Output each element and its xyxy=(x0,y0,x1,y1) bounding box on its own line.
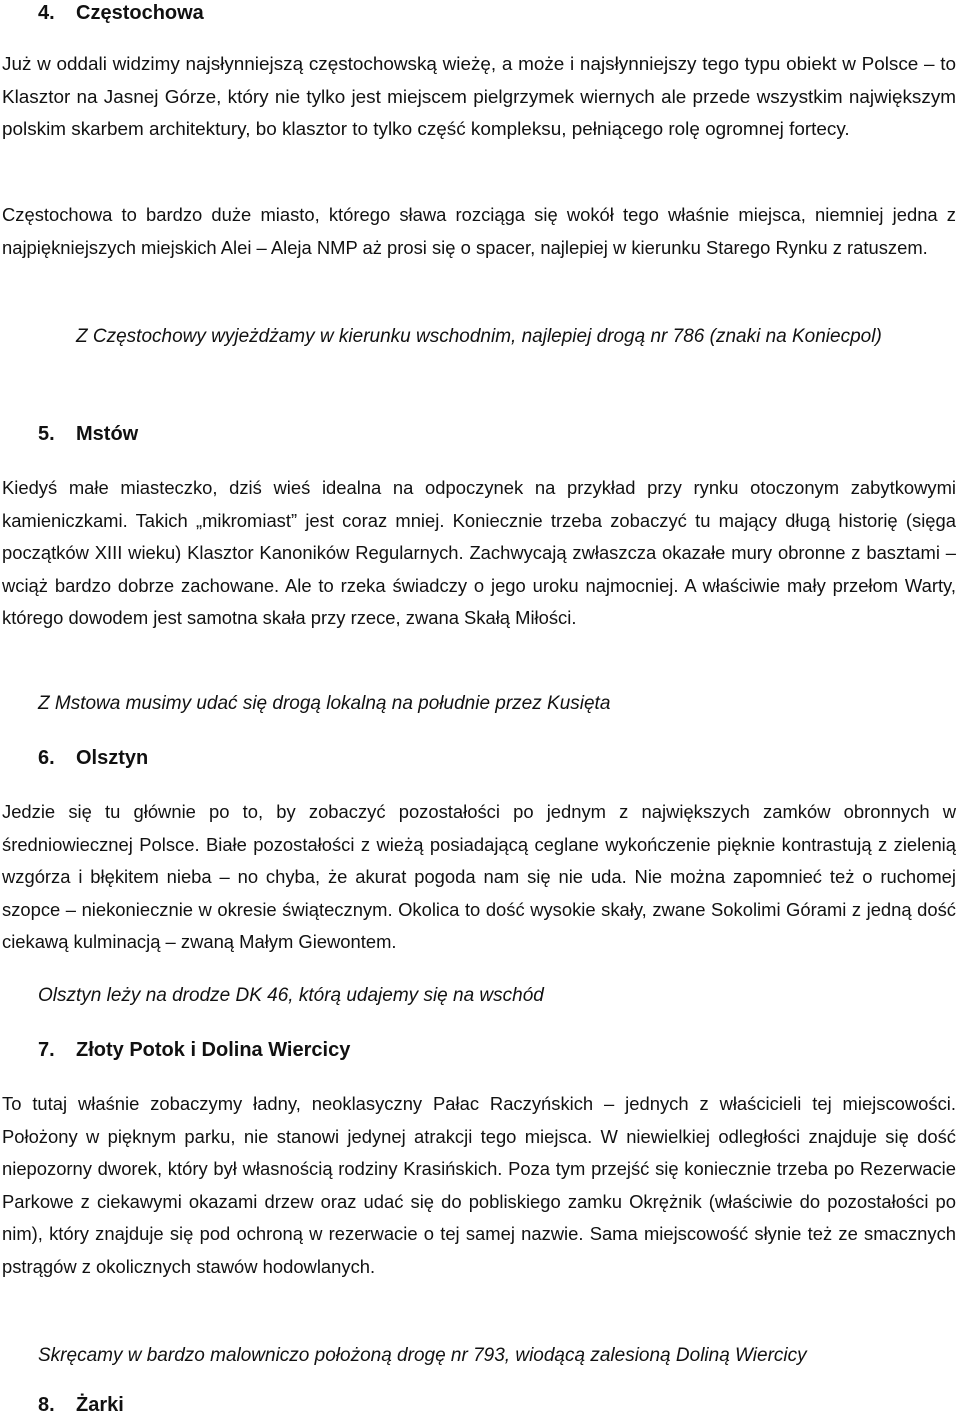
route-note: Skręcamy w bardzo malowniczo położoną drogę nr 793, wiodącą zalesioną Doliną Wiercicy xyxy=(38,1345,807,1366)
route-note: Olsztyn leży na drodze DK 46, którą udajemy się na wschód xyxy=(38,985,544,1006)
paragraph: To tutaj właśnie zobaczymy ładny, neoklasyczny Pałac Raczyńskich – jednych z właścicieli tej miejscowości. Położony w pięknym parku, nie stanowi jedynej atrakcji tego miejsca. W niewielkiej odległości znajduje się dość niepozorny dworek, który był własnością rodziny Krasińskich. Poza tym przejść się koniecznie trzeba po Rezerwacie Parkowe z ciekawymi okazami drzew oraz udać się do pobliskiego zamku Okrężnik (właściwie do pozostałości po nim), który znajduje się pod ochroną w rezerwacie o tej samej nazwie. Sama miejscowość słynie też ze smacznych pstrągów z okolicznych stawów hodowlanych. xyxy=(2,1093,956,1277)
section-title: Częstochowa xyxy=(76,2,204,24)
route-note: Z Mstowa musimy udać się drogą lokalną na południe przez Kusięta xyxy=(38,693,611,714)
section-title: Złoty Potok i Dolina Wiercicy xyxy=(76,1039,351,1061)
section-title: Mstów xyxy=(76,423,139,445)
section-title: Olsztyn xyxy=(76,747,149,769)
section-number: 5. xyxy=(38,423,55,445)
section-number: 7. xyxy=(38,1039,55,1061)
paragraph: Jedzie się tu głównie po to, by zobaczyć pozostałości po jednym z największych zamków obronnych w średniowiecznej Polsce. Białe pozostałości z wieżą posiadającą ceglane wykończenie pięknie kontrastują z zielenią wzgórza i błękitem nieba – no chyba, że akurat pogoda nam się nie uda. Nie można zapomnieć też o ruchomej szopce – niekoniecznie w okresie świątecznym. Okolica to dość wysokie skały, zwane Sokolimi Górami z jedną dość ciekawą kulminacją – zwaną Małym Giewontem. xyxy=(2,801,956,953)
paragraph: Już w oddali widzimy najsłynniejszą częstochowską wieżę, a może i najsłynniejszy tego typu obiekt w Polsce – to Klasztor na Jasnej Górze, który nie tylko jest miejscem pielgrzymek wiernych ale przede wszystkim największym polskim skarbem architektury, bo klasztor to tylko część kompleksu, pełniącego rolę ogromnej fortecy. xyxy=(2,54,956,141)
paragraph: Kiedyś małe miasteczko, dziś wieś idealna na odpoczynek na przykład przy rynku otoczonym zabytkowymi kamieniczkami. Takich „mikromiast” jest coraz mniej. Koniecznie trzeba zobaczyć tu mający długą historię (sięga początków XIII wieku) Klasztor Kanoników Regularnych. Zachwycają zwłaszcza okazałe mury obronne z basztami – wciąż bardzo dobrze zachowane. Ale to rzeka świadczy o jego uroku najmocniej. A właściwie mały przełom Warty, którego dowodem jest samotna skała przy rzece, zwana Skałą Miłości. xyxy=(2,477,956,629)
section-heading-7 xyxy=(38,1038,350,1062)
section-number: 4. xyxy=(38,2,55,24)
route-note: Z Częstochowy wyjeżdżamy w kierunku wschodnim, najlepiej drogą nr 786 (znaki na Koniecpol) xyxy=(76,326,882,347)
section-heading-5 xyxy=(38,422,138,446)
section-title: Żarki xyxy=(76,1394,124,1416)
paragraph: Częstochowa to bardzo duże miasto, którego sława rozciąga się wokół tego właśnie miejsca, niemniej jedna z najpiękniejszych miejskich Alei – Aleja NMP aż prosi się o spacer, najlepiej w kierunku Starego Rynku z ratuszem. xyxy=(2,204,956,258)
section-heading-8 xyxy=(38,1393,124,1417)
section-heading-6 xyxy=(38,746,148,770)
section-heading-4 xyxy=(38,1,204,25)
section-number: 8. xyxy=(38,1394,55,1416)
section-number: 6. xyxy=(38,747,55,769)
